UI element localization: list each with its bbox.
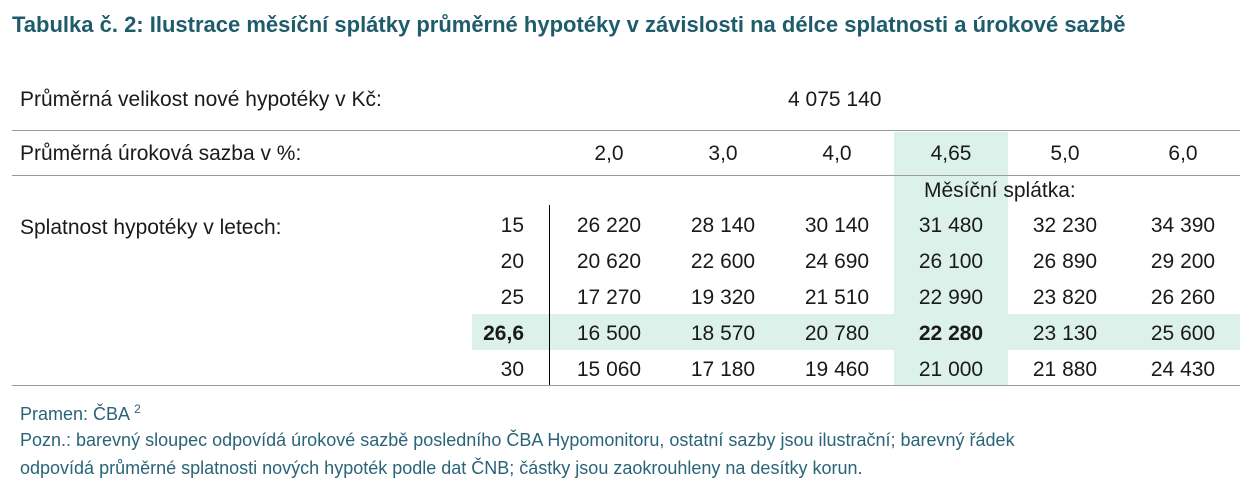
note-line-1: Pozn.: barevný sloupec odpovídá úrokové sazbě posledního ČBA Hypomonitoru, ostatní sazby jsou ilustrační; barevný řádek bbox=[20, 430, 1015, 450]
payment-cell: 16 500 bbox=[576, 322, 642, 345]
payment-cell: 30 140 bbox=[804, 214, 870, 237]
payment-cell: 23 130 bbox=[1032, 322, 1098, 345]
payment-cell: 26 890 bbox=[1032, 250, 1098, 273]
payment-cell: 26 220 bbox=[576, 214, 642, 237]
rate-cell: 4,65 bbox=[930, 142, 972, 165]
note-line-2: odpovídá průměrné splatnosti nových hypoték podle dat ČNB; částky jsou zaokrouhleny na desítky korun. bbox=[20, 458, 863, 478]
rate-cell: 3,0 bbox=[708, 142, 738, 165]
maturity-cell: 26,6 bbox=[483, 322, 524, 345]
payment-cell: 25 600 bbox=[1150, 322, 1216, 345]
avg-loan-label: Průměrná velikost nové hypotéky v Kč: bbox=[20, 88, 382, 111]
rate-cell: 6,0 bbox=[1168, 142, 1198, 165]
payment-cell: 18 570 bbox=[690, 322, 756, 345]
payment-cell: 26 100 bbox=[918, 250, 984, 273]
maturity-cell: 15 bbox=[500, 214, 524, 237]
divider-top bbox=[12, 130, 1240, 131]
payment-cell: 26 260 bbox=[1150, 286, 1216, 309]
payment-cell: 20 780 bbox=[804, 322, 870, 345]
payment-cell: 19 460 bbox=[804, 358, 870, 381]
payment-cell: 20 620 bbox=[576, 250, 642, 273]
payment-cell: 31 480 bbox=[918, 214, 984, 237]
rate-cell: 2,0 bbox=[594, 142, 624, 165]
payment-cell: 21 880 bbox=[1032, 358, 1098, 381]
rate-cell: 5,0 bbox=[1050, 142, 1080, 165]
rate-label: Průměrná úroková sazba v %: bbox=[20, 142, 302, 165]
payment-cell: 17 180 bbox=[690, 358, 756, 381]
payment-cell: 23 820 bbox=[1032, 286, 1098, 309]
maturity-cell: 25 bbox=[500, 286, 524, 309]
payment-cell: 17 270 bbox=[576, 286, 642, 309]
divider-middle bbox=[12, 175, 1240, 176]
maturity-label: Splatnost hypotéky v letech: bbox=[20, 216, 282, 239]
payment-cell: 21 510 bbox=[804, 286, 870, 309]
maturity-cell: 20 bbox=[500, 250, 524, 273]
payment-cell: 22 280 bbox=[918, 322, 984, 345]
divider-bottom bbox=[12, 385, 1240, 386]
payment-cell: 19 320 bbox=[690, 286, 756, 309]
payment-cell: 34 390 bbox=[1150, 214, 1216, 237]
rate-cell: 4,0 bbox=[822, 142, 852, 165]
avg-loan-value: 4 075 140 bbox=[788, 88, 882, 111]
payment-cell: 21 000 bbox=[918, 358, 984, 381]
payment-cell: 24 690 bbox=[804, 250, 870, 273]
vertical-divider bbox=[549, 205, 550, 385]
payment-cell: 29 200 bbox=[1150, 250, 1216, 273]
maturity-cell: 30 bbox=[500, 358, 524, 381]
payment-cell: 32 230 bbox=[1032, 214, 1098, 237]
payment-cell: 15 060 bbox=[576, 358, 642, 381]
payment-cell: 28 140 bbox=[690, 214, 756, 237]
monthly-payment-label: Měsíční splátka: bbox=[924, 179, 1076, 202]
payment-cell: 24 430 bbox=[1150, 358, 1216, 381]
source-footnote: 2 bbox=[134, 402, 141, 416]
source-text: Pramen: ČBA bbox=[20, 404, 130, 424]
table-title: Tabulka č. 2: Ilustrace měsíční splátky průměrné hypotéky v závislosti na délce splatnosti a úrokové sazbě bbox=[12, 12, 1126, 37]
payment-cell: 22 990 bbox=[918, 286, 984, 309]
payment-cell: 22 600 bbox=[690, 250, 756, 273]
source-line bbox=[20, 403, 141, 423]
